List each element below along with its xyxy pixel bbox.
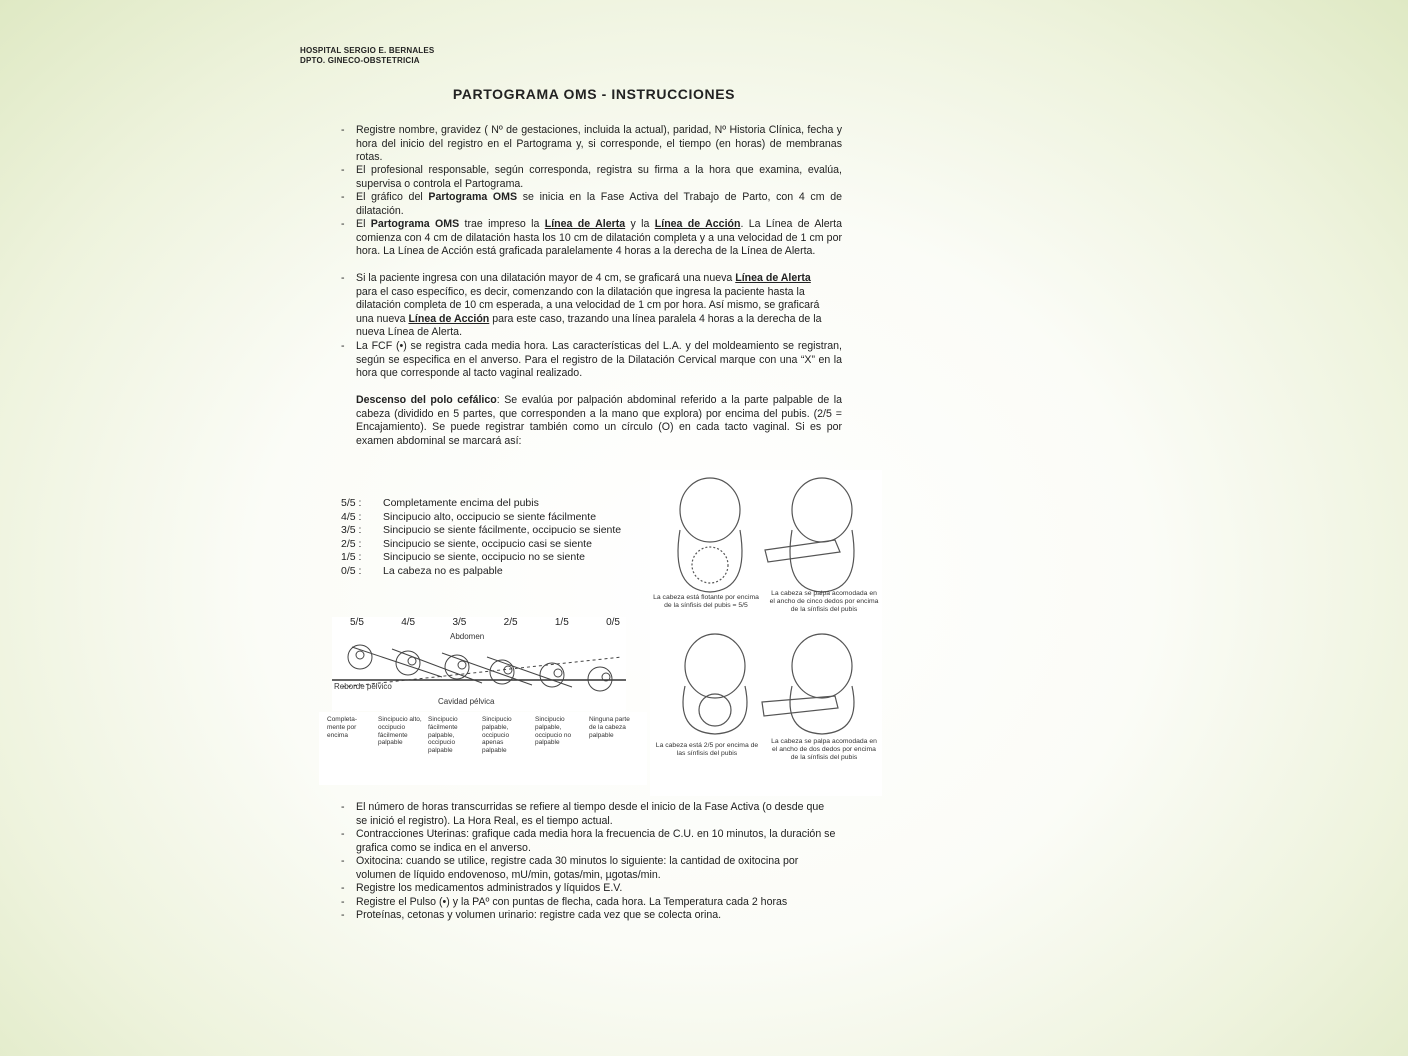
illustration-caption: La cabeza se palpa acomodada en el ancho de dos dedos por encima de la sínfisis del pubis xyxy=(771,738,877,761)
instruction-text: El profesional responsable, según corresponda, registra su firma a la hora que examina, evalúa, supervisa o controla el Partograma. xyxy=(356,164,842,190)
instruction-item: - Contracciones Uterinas: grafique cada media hora la frecuencia de C.U. en 10 minutos, la duración se grafica como se indica en el anverso. xyxy=(341,828,836,854)
instruction-item: - El número de horas transcurridas se refiere al tiempo desde el inicio de la Fase Activa (o desde que se inició el registro). La Hora Real, es el tiempo actual. xyxy=(341,801,825,827)
instruction-item: - Registre nombre, gravidez ( Nº de gestaciones, incluida la actual), paridad, Nº Historia Clínica, fecha y hora del inicio del registro en el Partograma y, si corresponde, el tiempo (en horas) de membranas rotas. xyxy=(341,124,842,163)
alert-line-term: Línea de Alerta xyxy=(544,218,626,230)
instruction-item: - El profesional responsable, según corresponda, registra su firma a la hora que examina, evalúa, supervisa o controla el Partograma. xyxy=(341,164,842,190)
instruction-item: - El Partograma OMS trae impreso la Línea de Alerta y la Línea de Acción. La Línea de Alerta comienza con 4 cm de dilatación hasta los 10 cm de dilatación completa y a una velocidad de 1 cm por hora. La Línea de Acción está graficada paralelamente 4 horas a la derecha de la Línea de Alerta. xyxy=(341,218,842,257)
instruction-item: - Si la paciente ingresa con una dilatación mayor de 4 cm, se graficará una nueva Línea de Alerta para el caso específico, es decir, comenzando con la dilatación que ingresa la paciente hasta la dilatación completa de 10 cm esperada, a una velocidad de 1 cm por hora. Así mismo, se graficará una nueva Línea de Acción para este caso, trazando una línea paralela 4 horas a la derecha de la nueva Línea de Alerta. xyxy=(341,272,822,338)
bottom-instructions xyxy=(341,801,836,923)
scale-row: 1/5 : Sincipucio se siente, occipucio no se siente xyxy=(341,551,585,563)
instruction-item: - Registre el Pulso (•) y la PAº con puntas de flecha, cada hora. La Temperatura cada 2 horas xyxy=(341,895,788,908)
instruction-item: - Oxitocina: cuando se utilice, registre cada 30 minutos lo siguiente: la cantidad de oxitocina por volumen de líquido endovenoso, mU/min, gotas/min, µgotas/min. xyxy=(341,855,799,881)
illustration-caption: La cabeza está 2/5 por encima de las sínfisis del pubis xyxy=(655,742,759,757)
hospital-header xyxy=(300,46,434,66)
hospital-name: HOSPITAL SERGIO E. BERNALES xyxy=(300,46,435,55)
scale-row: 5/5 : Completamente encima del pubis xyxy=(341,497,539,509)
instruction-item: - Proteínas, cetonas y volumen urinario: registre cada vez que se colecta orina. xyxy=(341,909,722,921)
instruction-text: La FCF (•) se registra cada media hora. Las características del L.A. y del moldeamiento se registran, según se especifica en el anverso. Para el registro de la Dilatación Cervical marque con una “X” en la hora que corresponde al tacto vaginal realizado. xyxy=(356,340,842,379)
scale-row: 3/5 : Sincipucio se siente fácilmente, occipucio se siente xyxy=(341,524,622,536)
fraction-labels: 5/5 4/5 3/5 2/5 1/5 0/5 xyxy=(350,617,620,628)
instruction-item: - El gráfico del Partograma OMS se inicia en la Fase Activa del Trabajo de Parto, con 4 cm de dilatación. xyxy=(341,191,843,217)
illustration-caption: La cabeza se palpa acomodada en el ancho de cinco dedos por encima de la sínfisis del pubis xyxy=(769,590,879,613)
descent-scale-list xyxy=(341,497,621,578)
abdomen-label: Abdomen xyxy=(450,632,485,641)
instruction-text: Registre nombre, gravidez ( Nº de gestaciones, incluida la actual), paridad, Nº Historia Clínica, fecha y hora del inicio del registro en el Partograma y, si corresponde, el tiempo (en horas) de membranas rotas. xyxy=(356,124,842,163)
department-name: DPTO. GINECO-OBSTETRICIA xyxy=(300,56,420,65)
descenso-paragraph: Descenso del polo cefálico: Se evalúa por palpación abdominal referido a la parte palpable de la cabeza (dividido en 5 partes, que corresponden a la mano que explora) por encima del pubis. (2/5 = Encajamiento). Se puede registrar también como un círculo (O) en cada tacto vaginal. Si es por examen abdominal se marcará así: xyxy=(356,394,843,447)
illustration-caption: La cabeza está flotante por encima de la sínfisis del pubis = 5/5 xyxy=(653,594,759,609)
action-line-term: Línea de Acción xyxy=(654,218,741,230)
palpation-illustrations xyxy=(650,470,882,796)
scale-row: 2/5 : Sincipucio se siente, occipucio casi se siente xyxy=(341,537,592,550)
pelvic-cavity-label: Cavidad pélvica xyxy=(438,697,495,706)
diagram-captions: Completa-mente por encima Sincipucio alto, occipucio fácilmente palpable Sincipucio fácilmente palpable, occipucio palpable Sincipucio palpable, occipucio apenas palpable Sincipucio palpable, occipucio no palpable Ninguna parte de la cabeza palpable xyxy=(319,712,647,785)
instruction-item: - Registre los medicamentos administrados y líquidos E.V. xyxy=(341,882,623,894)
scale-row: 0/5 : La cabeza no es palpable xyxy=(341,564,503,577)
instruction-item: - La FCF (•) se registra cada media hora. Las características del L.A. y del moldeamiento se registran, según se especifica en el anverso. Para el registro de la Dilatación Cervical marque con una “X” en la hora que corresponde al tacto vaginal realizado. xyxy=(341,340,842,379)
instructions-list xyxy=(341,124,843,448)
descent-diagram xyxy=(332,617,626,711)
pelvic-rim-label: Reborde pélvico xyxy=(334,682,392,691)
page-title: PARTOGRAMA OMS - INSTRUCCIONES xyxy=(452,86,736,102)
scale-row: 4/5 : Sincipucio alto, occipucio se siente fácilmente xyxy=(341,510,597,523)
